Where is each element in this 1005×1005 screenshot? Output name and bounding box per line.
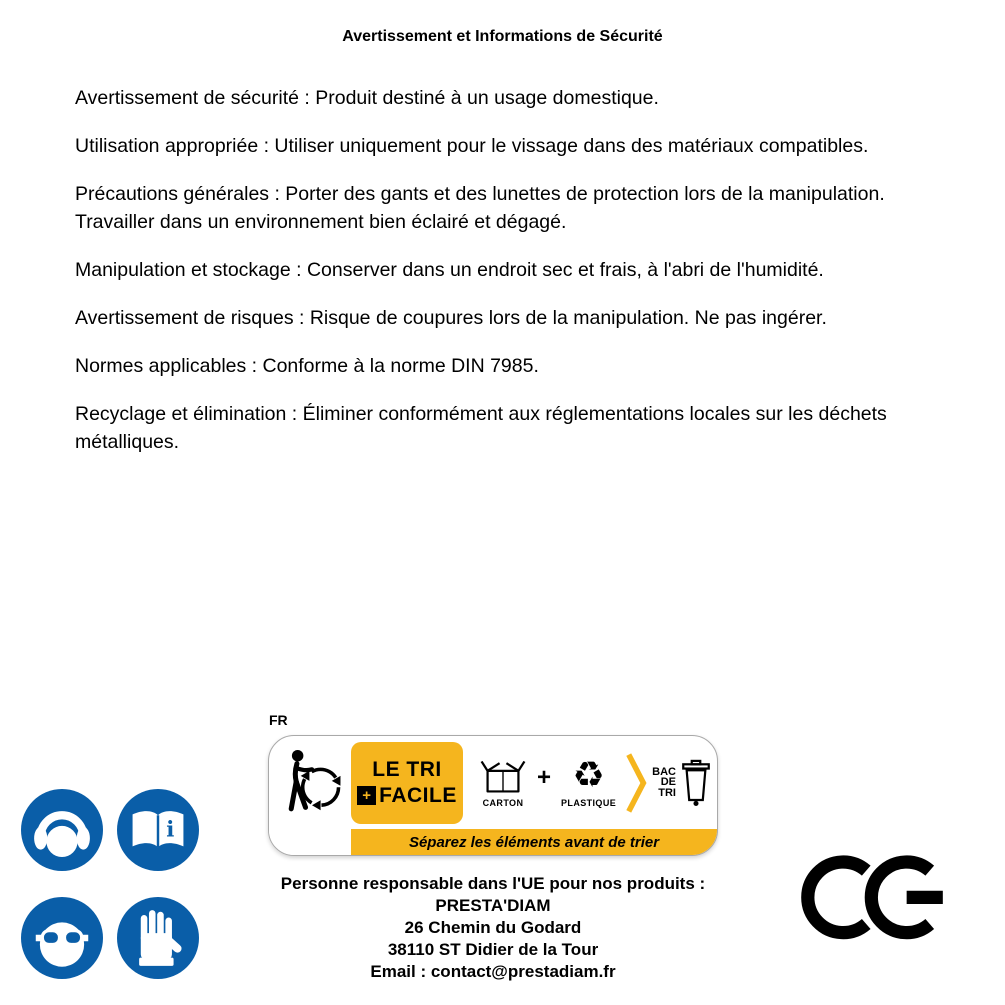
fr-country-code: FR — [269, 712, 288, 728]
bac-de-tri-group — [652, 758, 713, 808]
safety-text-block — [75, 84, 933, 476]
le-tri-facile-label — [268, 735, 718, 856]
safety-paragraph-recycling: Recyclage et élimination : Éliminer conformément aux réglementations locales sur les déchets métalliques. — [75, 403, 887, 453]
address-street: 26 Chemin du Godard — [404, 918, 582, 937]
safety-paragraph-usage: Utilisation appropriée : Utiliser uniquement pour le vissage dans des matériaux compatibles. — [75, 135, 869, 157]
safety-paragraph-norms: Normes applicables : Conforme à la norme DIN 7985. — [75, 355, 539, 377]
address-city: 38110 ST Didier de la Tour — [387, 940, 599, 959]
plus-icon: + — [357, 786, 376, 805]
wear-ear-protection-icon — [21, 789, 103, 871]
plastique-recycle-icon: ♻ — [572, 755, 605, 796]
manual-info-letter: i — [166, 817, 175, 843]
carton-label: CARTON — [482, 798, 524, 808]
trash-bin-icon — [679, 758, 713, 808]
label-spacer — [269, 829, 351, 855]
facile-text: FACILE — [379, 783, 457, 807]
contact-email: Email : contact@prestadiam.fr — [370, 962, 616, 981]
page-title: Avertissement et Informations de Sécurité — [342, 28, 663, 45]
carton-box-icon — [479, 757, 527, 795]
wear-protective-gloves-icon — [117, 897, 199, 979]
le-tri-text: LE TRI — [372, 757, 442, 781]
chevron-right-icon — [626, 750, 648, 816]
triman-icon — [279, 738, 345, 828]
ce-mark-icon — [799, 851, 949, 944]
responsible-intro: Personne responsable dans l'UE pour nos produits : — [280, 874, 706, 893]
bin-label: BAC DE TRI — [652, 765, 676, 799]
safety-paragraph-precautions: Précautions générales : Porter des gants et des lunettes de protection lors de la manipulation. Travailler dans un environnement bien éclairé et dégagé. — [75, 183, 885, 233]
wear-eye-protection-icon — [21, 897, 103, 979]
safety-paragraph-storage: Manipulation et stockage : Conserver dans un endroit sec et frais, à l'abri de l'humidité. — [75, 259, 824, 281]
plus-separator: + — [537, 763, 552, 791]
plastique-label: PLASTIQUE — [561, 798, 617, 808]
sorting-tagline: Séparez les éléments avant de trier — [351, 829, 717, 855]
read-instruction-manual-icon — [117, 789, 199, 871]
le-tri-facile-badge — [351, 742, 463, 824]
safety-paragraph-warning: Avertissement de sécurité : Produit destiné à un usage domestique. — [75, 87, 659, 109]
responsible-block — [243, 873, 743, 983]
mandatory-pictograms — [21, 789, 199, 979]
company-name: PRESTA'DIAM — [435, 896, 551, 915]
safety-paragraph-risks: Avertissement de risques : Risque de coupures lors de la manipulation. Ne pas ingérer. — [75, 307, 827, 329]
